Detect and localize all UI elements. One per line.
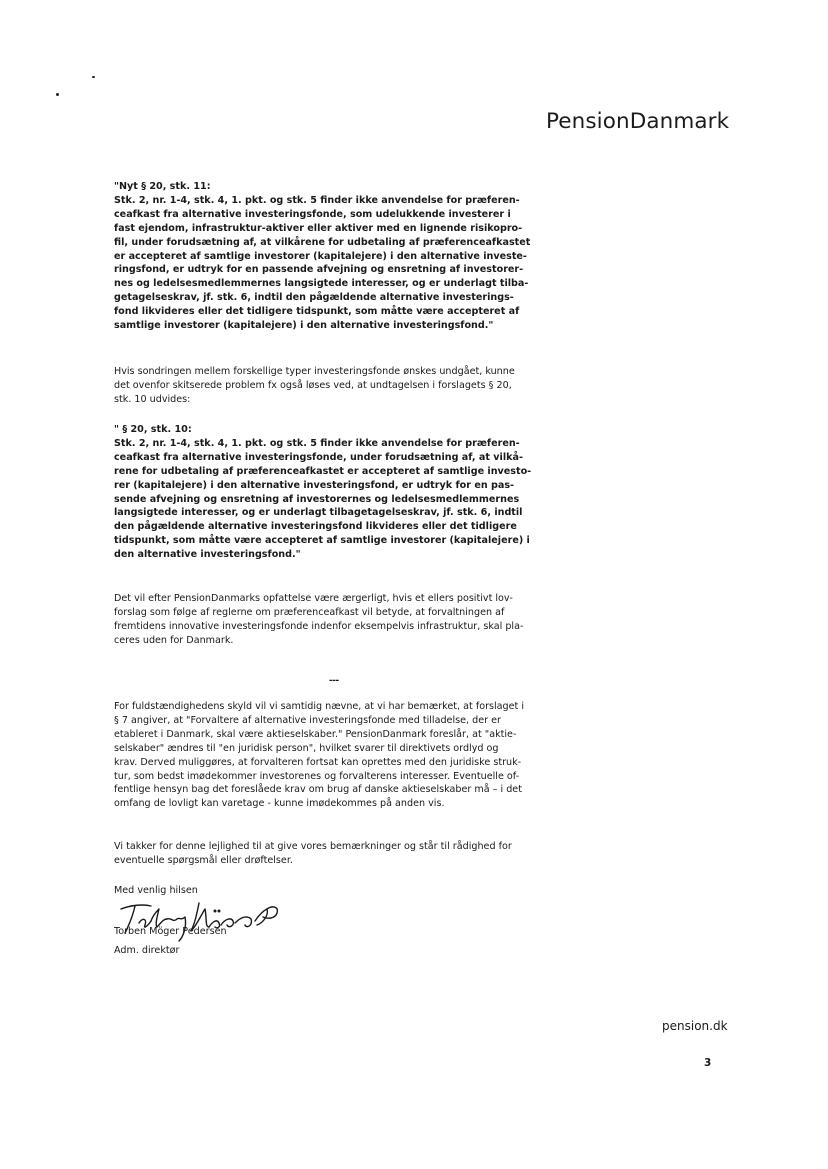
text-line: ringsfond, er udtryk for en passende afvejning og ensretning af investorer- xyxy=(114,264,524,276)
handwritten-signature xyxy=(117,897,287,945)
text-line: den pågældende alternative investeringsfond likvideres eller det tidligere xyxy=(114,521,517,533)
text-line: tur, som bedst imødekommer investorenes og forvalterens interesser. Eventuelle of- xyxy=(114,770,520,782)
text-line: sende afvejning og ensretning af investorernes og ledelsesmedlemmernes xyxy=(114,493,520,505)
text-line: For fuldstændighedens skyld vil vi samtidig nævne, at vi har bemærket, at forslaget i xyxy=(114,701,525,712)
paragraph-thanks xyxy=(114,840,570,868)
text-line: langsigtede interesser, og er underlagt tilbagetagelseskrav, jf. stk. 6, indtil xyxy=(114,507,523,519)
text-line: omfang de lovligt kan varetage - kunne imødekommes på anden vis. xyxy=(114,798,445,810)
text-line: getagelseskrav, jf. stk. 6, indtil den pågældende alternative investerings- xyxy=(114,292,514,304)
text-line: Stk. 2, nr. 1-4, stk. 4, 1. pkt. og stk. 5 finder ikke anvendelse for præferen- xyxy=(114,194,520,206)
text-line: ceafkast fra alternative investeringsfonde, under forudsætning af, at vilkå- xyxy=(114,451,523,463)
text-line: den alternative investeringsfond." xyxy=(114,549,301,561)
signatory-name: Torben Möger Pedersen xyxy=(114,926,227,937)
company-logo: PensionDanmark xyxy=(546,109,730,134)
text-line: fast ejendom, infrastruktur-aktiver eller aktiver med en lignende risikopro- xyxy=(114,222,523,234)
amendment-quote-1 xyxy=(114,180,570,333)
text-line: fremtidens innovative investeringsfonde indenfor eksempelvis infrastruktur, skal pla- xyxy=(114,620,524,632)
text-line: " § 20, stk. 10: xyxy=(114,424,192,435)
page-number: 3 xyxy=(704,1057,712,1069)
text-line: Vi takker for denne lejlighed til at give vores bemærkninger og står til rådighed for xyxy=(114,841,512,852)
text-line: fil, under forudsætning af, at vilkårene for udbetaling af præferenceafkastet xyxy=(114,236,531,248)
text-line: fond likvideres eller det tidligere tidspunkt, som måtte være accepteret af xyxy=(114,306,520,318)
footer-website: pension.dk xyxy=(662,1019,728,1033)
text-line: Det vil efter PensionDanmarks opfattelse være ærgerligt, hvis et ellers positivt lov- xyxy=(114,593,513,604)
section-separator: --- xyxy=(329,676,339,686)
text-line: er accepteret af samtlige investorer (kapitalejere) i den alternative investe- xyxy=(114,250,527,262)
text-line: rene for udbetaling af præferenceafkastet er accepteret af samtlige investo- xyxy=(114,465,532,477)
text-line: tidspunkt, som måtte være accepteret af samtlige investorer (kapitalejere) i xyxy=(114,535,530,547)
text-line: det ovenfor skitserede problem fx også løses ved, at undtagelsen i forslagets § 20, xyxy=(114,379,512,391)
paragraph-alternative xyxy=(114,365,570,407)
text-line: § 7 angiver, at "Forvaltere af alternative investeringsfonde med tilladelse, der er xyxy=(114,714,501,726)
text-line: "Nyt § 20, stk. 11: xyxy=(114,181,211,192)
text-line: samtlige investorer (kapitalejere) i den alternative investeringsfond." xyxy=(114,320,494,332)
text-line: ceafkast fra alternative investeringsfonde, som udelukkende investerer i xyxy=(114,208,511,220)
text-line: stk. 10 udvides: xyxy=(114,393,191,405)
text-line: ceres uden for Danmark. xyxy=(114,634,234,646)
closing-greeting: Med venlig hilsen xyxy=(114,885,198,896)
text-line: nes og ledelsesmedlemmernes langsigtede interesser, og er underlagt tilba- xyxy=(114,278,529,290)
text-line: fentlige hensyn bag det foreslåede krav om brug af danske aktieselskaber må – i det xyxy=(114,784,522,796)
text-line: eventuelle spørgsmål eller drøftelser. xyxy=(114,854,293,866)
amendment-quote-2 xyxy=(114,423,570,562)
paragraph-opinion xyxy=(114,592,570,648)
text-line: rer (kapitalejere) i den alternative investeringsfond, er udtryk for en pas- xyxy=(114,479,515,491)
paragraph-completeness xyxy=(114,700,570,811)
scan-speck xyxy=(92,76,95,78)
text-line: Hvis sondringen mellem forskellige typer investeringsfonde ønskes undgået, kunne xyxy=(114,366,515,377)
text-line: forslag som følge af reglerne om præferenceafkast vil betyde, at forvaltningen af xyxy=(114,606,505,618)
scan-speck xyxy=(56,93,59,96)
text-line: etableret i Danmark, skal være aktieselskaber." PensionDanmark foreslår, at "aktie- xyxy=(114,728,517,740)
signatory-title: Adm. direktør xyxy=(114,945,180,956)
text-line: Stk. 2, nr. 1-4, stk. 4, 1. pkt. og stk. 5 finder ikke anvendelse for præferen- xyxy=(114,437,520,449)
text-line: selskaber" ændres til "en juridisk person", hvilket svarer til direktivets ordlyd og xyxy=(114,742,499,754)
text-line: krav. Derved muliggøres, at forvalteren fortsat kan oprettes med den juridiske struk- xyxy=(114,756,522,768)
